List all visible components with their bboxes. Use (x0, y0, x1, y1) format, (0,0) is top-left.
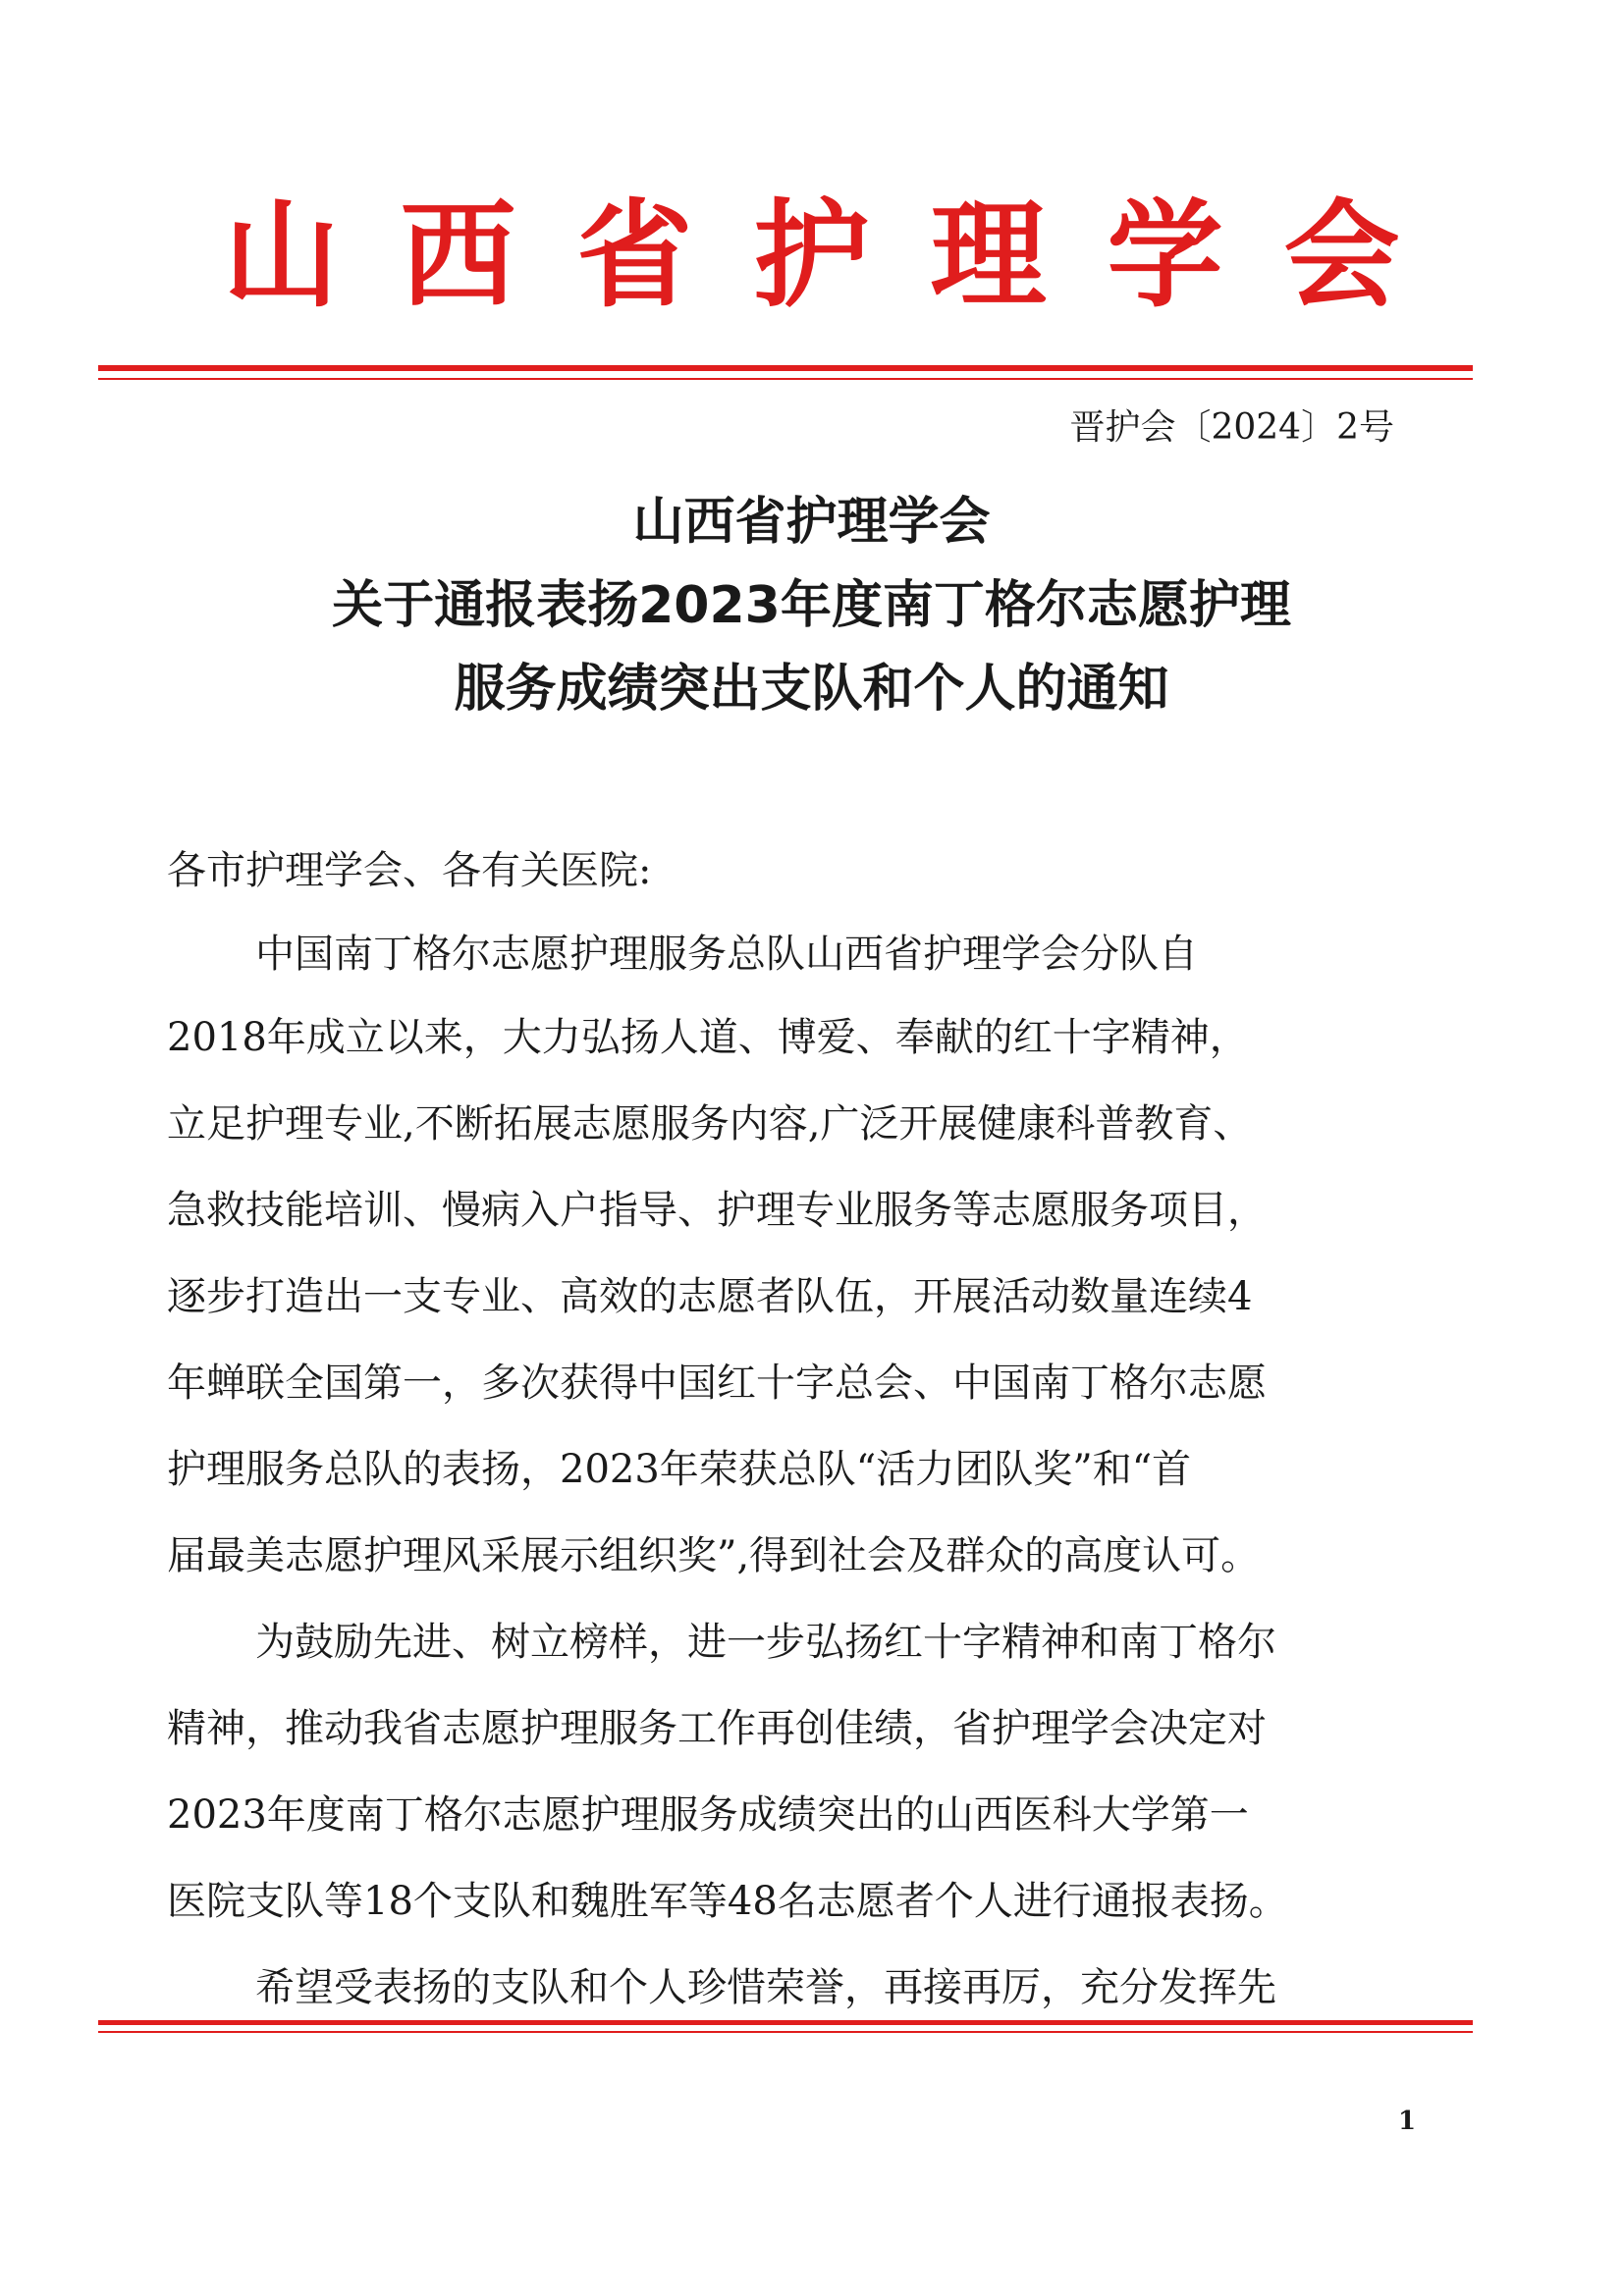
title-line-2: 关于通报表扬2023年度南丁格尔志愿护理 (332, 576, 1291, 635)
body-line: 年蝉联全国第一，多次获得中国红十字总会、中国南丁格尔志愿 (167, 1361, 1267, 1406)
body-line: 逐步打造出一支专业、高效的志愿者队伍，开展活动数量连续4 (167, 1274, 1253, 1319)
document-number: 晋护会〔2024〕2号 (1069, 407, 1394, 448)
body-line: 急救技能培训、慢病入户指导、护理专业服务等志愿服务项目， (167, 1188, 1267, 1233)
masthead-rule-thick (98, 365, 1473, 371)
title-line-3: 服务成绩突出支队和个人的通知 (454, 660, 1169, 719)
masthead-title: 山西省护理学会 (223, 187, 1461, 323)
title-line-1: 山西省护理学会 (632, 493, 991, 552)
body-line: 医院支队等18个支队和魏胜军等48名志愿者个人进行通报表扬。 (167, 1879, 1288, 1924)
body-line: 2023年度南丁格尔志愿护理服务成绩突出的山西医科大学第一 (167, 1792, 1249, 1838)
masthead-rule-thin (98, 378, 1473, 380)
footer-rule-thick (98, 2020, 1473, 2025)
body-line: 2018年成立以来，大力弘扬人道、博爱、奉献的红十字精神， (167, 1015, 1249, 1060)
body-line: 护理服务总队的表扬，2023年荣获总队“活力团队奖”和“首 (167, 1447, 1192, 1492)
footer-rule-thin (98, 2031, 1473, 2033)
body-line: 为鼓励先进、树立榜样，进一步弘扬红十字精神和南丁格尔 (255, 1620, 1276, 1665)
salutation: 各市护理学会、各有关医院: (167, 848, 652, 893)
body-line: 精神，推动我省志愿护理服务工作再创佳绩，省护理学会决定对 (167, 1706, 1267, 1751)
body-line: 立足护理专业,不断拓展志愿服务内容,广泛开展健康科普教育、 (167, 1101, 1253, 1147)
body-line: 希望受表扬的支队和个人珍惜荣誉，再接再厉，充分发挥先 (255, 1965, 1276, 2010)
page-number: 1 (1398, 2107, 1417, 2136)
body-line: 中国南丁格尔志愿护理服务总队山西省护理学会分队自 (255, 932, 1198, 977)
body-line: 届最美志愿护理风采展示组织奖”,得到社会及群众的高度认可。 (167, 1533, 1261, 1578)
